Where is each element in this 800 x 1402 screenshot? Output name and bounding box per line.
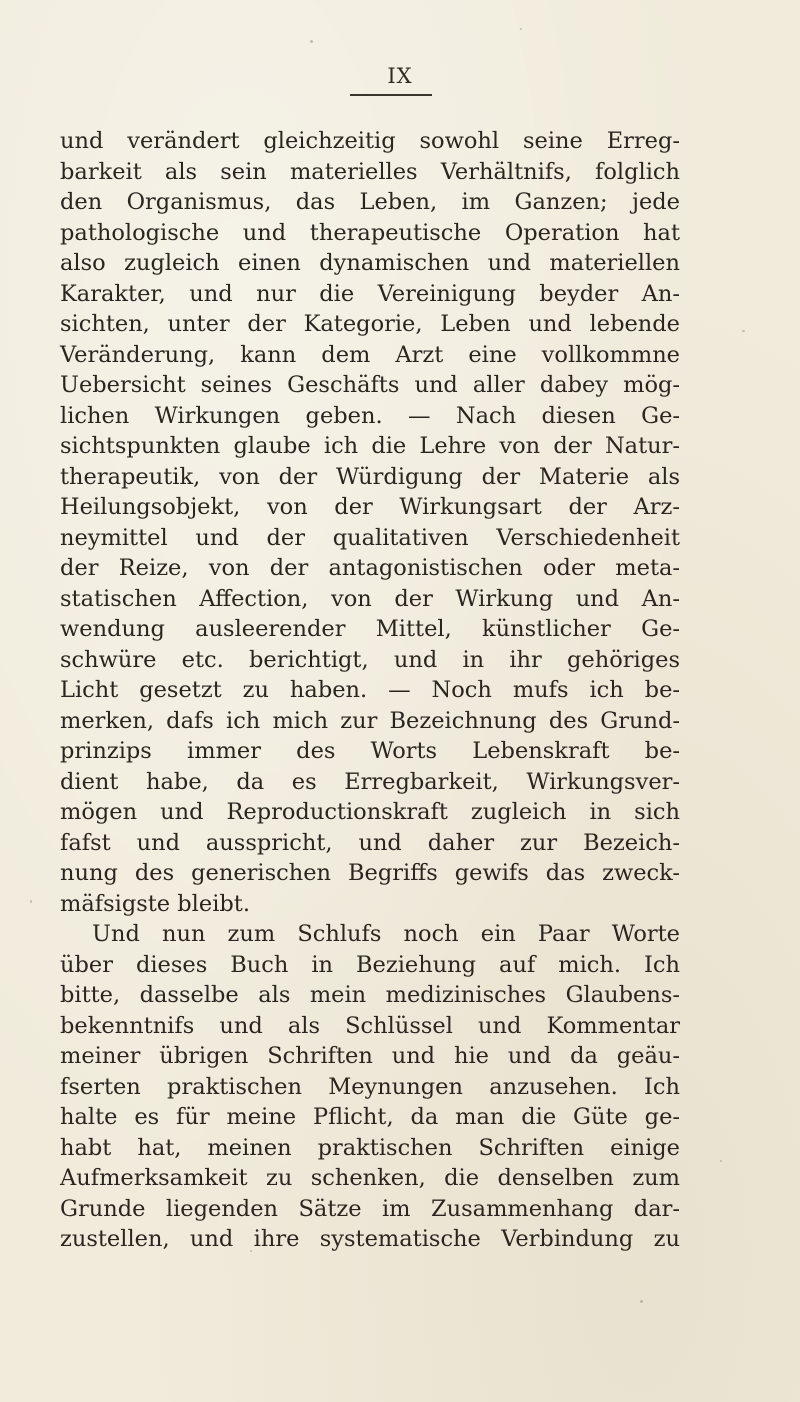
paper-speck <box>30 900 32 903</box>
text-line: barkeit als sein materielles Verhältnifs, folglich <box>60 158 680 185</box>
paper-speck <box>310 40 313 43</box>
text-line: lichen Wirkungen geben. — Nach diesen Ge- <box>60 402 680 429</box>
page-number: IX <box>387 64 413 88</box>
text-line: statischen Affection, von der Wirkung und An- <box>60 585 680 612</box>
text-line: fserten praktischen Meynungen anzusehen. Ich <box>60 1073 680 1100</box>
text-line: Veränderung, kann dem Arzt eine vollkommne <box>60 341 680 368</box>
text-line: meiner übrigen Schriften und hie und da geäu- <box>60 1043 680 1069</box>
text-line: prinzips immer des Worts Lebenskraft be- <box>60 738 680 764</box>
text-line: der Reize, von der antagonistischen oder meta- <box>60 555 680 581</box>
text-line: über dieses Buch in Beziehung auf mich. Ich <box>60 951 680 978</box>
text-line: dient habe, da es Erregbarkeit, Wirkungsver- <box>60 768 680 795</box>
text-line: habt hat, meinen praktischen Schriften einige <box>60 1134 680 1161</box>
text-line: nung des generischen Begriffs gewifs das zweck- <box>60 860 680 886</box>
paper-speck <box>250 1250 252 1252</box>
text-line: den Organismus, das Leben, im Ganzen; jede <box>60 189 680 215</box>
text-line: Karakter, und nur die Vereinigung beyder An- <box>60 280 680 307</box>
text-line: merken, dafs ich mich zur Bezeichnung des Grund- <box>60 707 680 734</box>
text-line: pathologische und therapeutische Operation hat <box>60 219 680 246</box>
text-line: also zugleich einen dynamischen und materiellen <box>60 250 680 276</box>
text-line: Aufmerksamkeit zu schenken, die denselben zum <box>60 1165 680 1191</box>
page-number-rule <box>350 94 432 96</box>
text-line: Und nun zum Schlufs noch ein Paar Worte <box>92 921 680 947</box>
text-line: bekenntnifs und als Schlüssel und Kommentar <box>60 1012 680 1039</box>
text-line: Licht gesetzt zu haben. — Noch mufs ich be- <box>60 677 680 703</box>
text-line: Grunde liegenden Sätze im Zusammenhang dar- <box>60 1195 680 1222</box>
text-line: Uebersicht seines Geschäfts und aller dabey mög- <box>60 372 680 398</box>
text-line: Heilungsobjekt, von der Wirkungsart der Arz- <box>60 494 680 520</box>
text-line: therapeutik, von der Würdigung der Materie als <box>60 463 680 490</box>
text-line: zustellen, und ihre systematische Verbindung zu <box>60 1226 680 1252</box>
text-line: halte es für meine Pflicht, da man die Güte ge- <box>60 1104 680 1130</box>
paper-speck <box>720 1160 722 1162</box>
text-line: fafst und ausspricht, und daher zur Bezeich- <box>60 829 680 856</box>
text-line: sichten, unter der Kategorie, Leben und lebende <box>60 311 680 337</box>
text-line: mögen und Reproductionskraft zugleich in sich <box>60 799 680 825</box>
text-line: und verändert gleichzeitig sowohl seine Erreg- <box>60 128 680 154</box>
text-line: bitte, dasselbe als mein medizinisches Glaubens- <box>60 982 680 1008</box>
body-text <box>60 126 680 1255</box>
text-line: neymittel und der qualitativen Verschiedenheit <box>60 524 680 551</box>
text-line: sichtspunkten glaube ich die Lehre von der Natur- <box>60 433 680 459</box>
text-line: mäfsigste bleibt. <box>60 890 250 917</box>
paper-speck <box>640 1300 643 1303</box>
paper-speck <box>742 330 745 332</box>
text-line: wendung ausleerender Mittel, künstlicher Ge- <box>60 616 680 642</box>
paper-speck <box>520 28 522 30</box>
text-line: schwüre etc. berichtigt, und in ihr gehöriges <box>60 646 680 673</box>
